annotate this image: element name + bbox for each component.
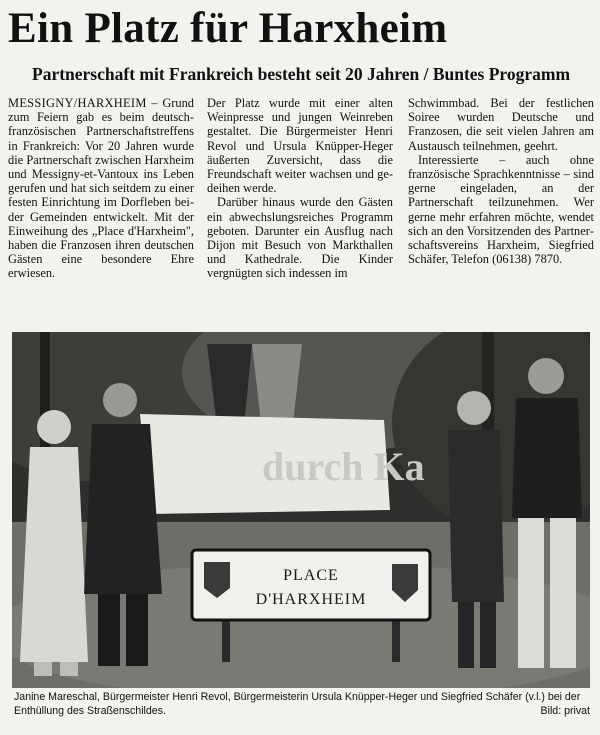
caption-text: Janine Mareschal, Bürgermeister Henri Revol, Bürgermeisterin Ursula Knüpper-Heger und Siegfried Schäfer (v.l.) bei der Enthüllung des Straßenschildes.: [14, 691, 581, 717]
subheadline: Partnerschaft mit Frankreich besteht seit 20 Jahren / Buntes Programm: [32, 64, 571, 84]
dateline: MESSIGNY/HARXHEIM –: [8, 96, 158, 110]
headline: Ein Platz für Harxheim: [8, 5, 448, 52]
paragraph: [8, 96, 194, 281]
article-body: [8, 96, 596, 322]
photo-credit: Bild: privat: [540, 705, 590, 717]
news-photo: [12, 332, 590, 688]
photo-illustration: [12, 332, 590, 688]
paragraph: Der Platz wurde mit einer alten Weinpresse und jungen Weinreben gestaltet. Die Bürgermeister Henri Revol und Ursula Knüpper-Heger äußerten Zuversicht, dass die Freundschaft weiter wachsen und gedeihen werde.: [207, 96, 393, 196]
column-3: [408, 96, 594, 266]
paragraph: Interessierte – auch ohne französische Sprachkenntnisse – sind gerne eingeladen, an der Partnerschaft teilzunehmen. Wer gerne mehr erfahren möchte, wendet sich an den Vorsitzenden des Partnerschaftsvereins Harxheim, Siegfried Schäfer, Telefon (06138) 7870.: [408, 152, 594, 267]
banner-text: durch Ka: [262, 444, 425, 489]
paragraph-text: Grund zum Feiern gab es beim deutsch-französischen Partnerschaftstreffens in Frankreich: Vor 20 Jahren wurde die Partnerschaft zwischen Harxheim und Messigny-et-Vantoux ins Leben gerufen und hat sich seitdem zu einer festen Einrichtung im Dorfleben beider Gemeinden entwickelt. Mit der Einweihung des „Place d'Harxheim", haben die Franzosen ihren deutschen Gästen eine besondere Ehre erwiesen.: [8, 96, 194, 281]
paragraph: Darüber hinaus wurde den Gästen ein abwechslungsreiches Programm geboten. Darunter ein Ausflug nach Dijon mit Besuch von Markthallen und Kathedrale. Die Kinder vergnügten sich indessen im: [207, 195, 393, 281]
photo-caption: [14, 690, 590, 718]
column-1: [8, 96, 194, 281]
sign-line-1: PLACE: [283, 567, 339, 584]
column-2: [207, 96, 393, 281]
sign-line-2: D'HARXHEIM: [255, 591, 367, 608]
paragraph: Schwimmbad. Bei der festlichen Soiree wurden Deutsche und Franzosen, die seit vielen Jahren am Austausch teilnehmen, geehrt.: [408, 96, 594, 153]
